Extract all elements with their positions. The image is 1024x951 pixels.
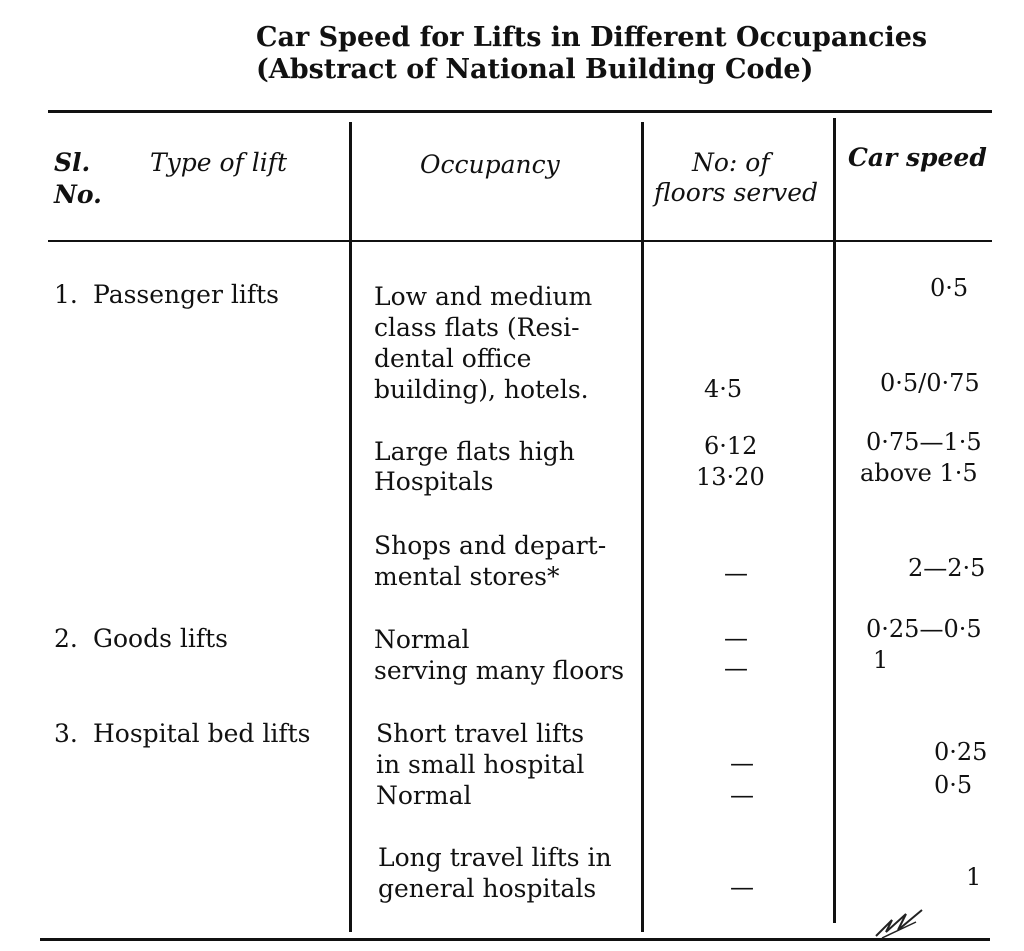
- floors-value: 6·12: [704, 432, 758, 460]
- row-3-sl: 3.: [54, 719, 78, 748]
- table-bottom-rule: [40, 938, 990, 941]
- occupancy-line: dental office: [374, 344, 532, 373]
- header-sl-no-2: No.: [54, 180, 102, 209]
- floors-value: —: [730, 781, 754, 809]
- scribble-mark: [872, 902, 932, 942]
- column-divider-1: [349, 122, 352, 932]
- occupancy-line: Normal: [374, 625, 470, 654]
- occupancy-line: Large flats high: [374, 437, 575, 466]
- floors-value: 13·20: [696, 463, 765, 491]
- table-top-rule: [48, 110, 992, 113]
- header-floors-served: No: of: [692, 148, 770, 177]
- occupancy-line: Normal: [376, 781, 472, 810]
- header-floors-served-2: floors served: [654, 178, 819, 207]
- floors-value: —: [730, 749, 754, 777]
- occupancy-line: class flats (Resi-: [374, 313, 580, 342]
- speed-value: 0·5: [930, 274, 969, 302]
- header-car-speed: Car speed: [848, 143, 987, 172]
- column-divider-2: [641, 122, 644, 932]
- row-3-type: Hospital bed lifts: [93, 719, 311, 748]
- header-sl-no: Sl.: [54, 148, 91, 177]
- occupancy-line: serving many floors: [374, 656, 625, 685]
- speed-value: 1: [966, 863, 982, 891]
- speed-value: 1: [873, 646, 889, 674]
- speed-value: 0·25—0·5: [866, 615, 982, 643]
- speed-value: 0·5: [934, 771, 973, 799]
- floors-value: —: [724, 624, 748, 652]
- floors-value: —: [724, 654, 748, 682]
- speed-value: 0·75—1·5: [866, 428, 982, 456]
- page-subtitle: (Abstract of National Building Code): [256, 54, 814, 85]
- floors-value: 4·5: [704, 375, 743, 403]
- page-title: Car Speed for Lifts in Different Occupancies: [256, 22, 928, 53]
- header-occupancy: Occupancy: [420, 150, 560, 179]
- occupancy-line: general hospitals: [378, 874, 597, 903]
- row-1-sl: 1.: [54, 280, 78, 309]
- floors-value: —: [724, 559, 748, 587]
- speed-value: 0·25: [934, 738, 988, 766]
- speed-value: 0·5/0·75: [880, 369, 980, 397]
- row-1-type: Passenger lifts: [93, 280, 279, 309]
- header-bottom-rule: [48, 240, 992, 242]
- occupancy-line: mental stores*: [374, 562, 560, 591]
- occupancy-line: in small hospital: [376, 750, 585, 779]
- speed-value: above 1·5: [860, 459, 978, 487]
- row-2-type: Goods lifts: [93, 624, 228, 653]
- occupancy-line: Short travel lifts: [376, 719, 585, 748]
- occupancy-line: Low and medium: [374, 282, 593, 311]
- occupancy-line: Shops and depart-: [374, 531, 607, 560]
- column-divider-3: [833, 118, 836, 923]
- occupancy-line: building), hotels.: [374, 375, 589, 404]
- occupancy-line: Hospitals: [374, 467, 494, 496]
- speed-value: 2—2·5: [908, 554, 986, 582]
- header-type-of-lift: Type of lift: [150, 148, 288, 177]
- occupancy-line: Long travel lifts in: [378, 843, 612, 872]
- row-2-sl: 2.: [54, 624, 78, 653]
- floors-value: —: [730, 873, 754, 901]
